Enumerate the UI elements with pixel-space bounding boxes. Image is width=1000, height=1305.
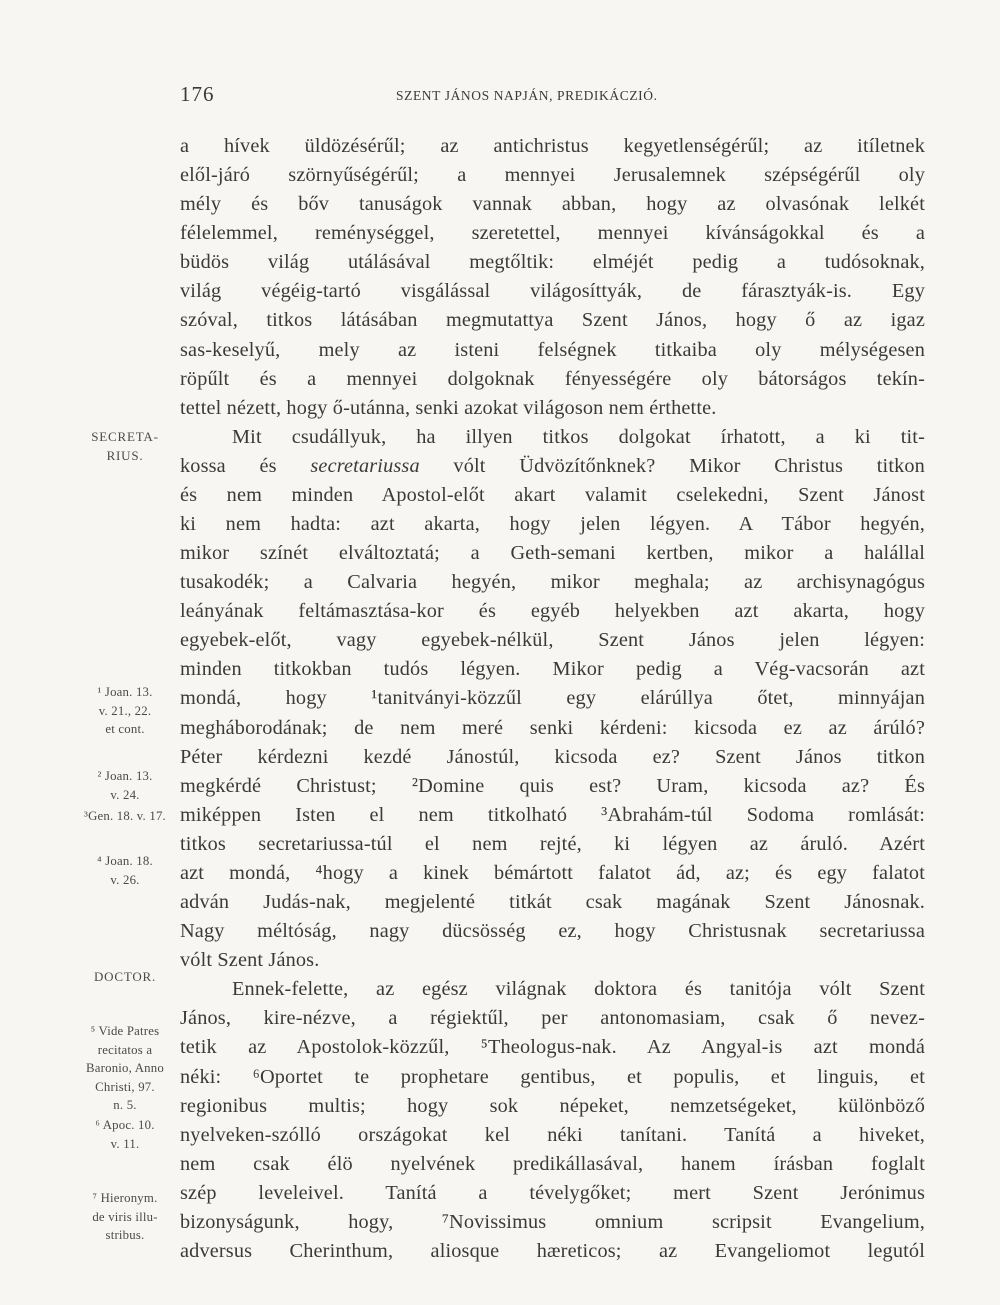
note-line: RIUS. <box>106 447 144 463</box>
marginal-heading-secretarius <box>66 428 184 465</box>
text-line: elől-járó szörnyűségérűl; a mennyei Jerusalemnek szépségérűl oly <box>180 164 925 187</box>
note-line: ⁴ Joan. 18. <box>97 854 153 868</box>
note-line: ⁷ Hieronym. <box>92 1191 158 1205</box>
text-line: leányának feltámasztása-kor és egyéb helyekben azt akarta, hogy <box>180 600 925 623</box>
note-line: Baronio, Anno <box>86 1061 164 1075</box>
note-line: de viris illu- <box>92 1209 158 1224</box>
text-line: tetik az Apostolok-közzűl, ⁵Theologus-nak. Az Angyal-is azt mondá <box>180 1036 925 1059</box>
text-line: adván Judás-nak, megjelenté titkát csak magának Szent Jánosnak. <box>180 891 925 914</box>
note-line: ³Gen. 18. v. 17. <box>84 809 166 823</box>
text-line: Péter kérdezni kezdé Jánostúl, kicsoda ez? Szent János titkon <box>180 745 925 768</box>
text-line: miképpen Isten el nem titkolható ³Abrahám-túl Sodoma romlását: <box>180 803 925 826</box>
text-line: azt mondá, ⁴hogy a kinek bémártott falatot ád, az; és egy falatot <box>180 861 925 884</box>
text-line: világ végéig-tartó visgálással világosíttyák, de fárasztyák-is. Egy <box>180 280 925 303</box>
text-line: megháborodának; de nem meré senki kérdeni: kicsoda ez az árúló? <box>180 716 925 739</box>
note-line: ⁵ Vide Patres <box>90 1024 160 1038</box>
note-line: SECRETA- <box>91 429 159 444</box>
text-line: mikor színét elváltoztatá; a Geth-semani kertben, mikor a halállal <box>180 542 925 565</box>
note-line: ¹ Joan. 13. <box>97 685 153 699</box>
text-line: ki nem hadta: azt akarta, hogy jelen légyen. A Tábor hegyén, <box>180 513 925 536</box>
text-line: a hívek üldözésérűl; az antichristus kegyetlenségérűl; az itíletnek <box>180 135 925 157</box>
note-line: v. 24. <box>110 787 140 802</box>
italic-term: secretariussa <box>310 454 420 477</box>
text-line: röpűlt és a mennyei dolgoknak fényességére oly bátorságos tekín- <box>180 367 925 390</box>
text-line: szép leveleivel. Tanítá a tévelygőket; mert Szent Jerónimus <box>180 1181 925 1204</box>
footnote-3 <box>66 807 184 826</box>
text-line: tusakodék; a Calvaria hegyén, mikor meghala; az archisynagógus <box>180 571 925 594</box>
footnote-2 <box>66 767 184 804</box>
text-segment: kossa és <box>180 454 311 477</box>
text-line: büdös világ utálásával megtőltik: elméjét pedig a tudósoknak, <box>180 251 925 274</box>
note-line: v. 11. <box>110 1136 140 1151</box>
text-line: néki: ⁶Oportet te prophetare gentibus, et populis, et linguis, et <box>180 1065 925 1088</box>
note-line: v. 26. <box>110 872 140 887</box>
text-line: sas-keselyű, mely az isteni felségnek titkaiba oly mélységesen <box>180 338 925 361</box>
text-line: és nem minden Apostol-előt akart valamit cselekedni, Szent Jánost <box>180 483 925 506</box>
text-segment: vólt Üdvözítőnknek? Mikor Christus titkon <box>419 454 925 477</box>
text-line: bizonyságunk, hogy, ⁷Novissimus omnium scripsit Evangelium, <box>180 1210 925 1233</box>
text-line: egyebek-előt, vagy egyebek-nélkül, Szent János jelen légyen: <box>180 629 925 652</box>
note-line: DOCTOR. <box>93 969 157 984</box>
note-line: n. 5. <box>113 1098 137 1112</box>
note-line: recitatos a <box>97 1042 153 1057</box>
note-line: ⁶ Apoc. 10. <box>95 1118 155 1132</box>
text-line: adversus Cherinthum, aliosque hæreticos; az Evangeliomot legutól <box>180 1239 925 1262</box>
footnote-1 <box>66 683 184 739</box>
note-line: stribus. <box>105 1228 145 1242</box>
text-line: vólt Szent János. <box>180 949 320 972</box>
text-line: titkos secretariussa-túl el nem rejté, ki légyen az áruló. Azért <box>180 832 925 855</box>
text-line: regionibus multis; hogy sok népeket, nemzetségeket, különböző <box>180 1094 925 1117</box>
text-line <box>180 452 925 481</box>
footnote-6 <box>66 1116 184 1153</box>
page-number: 176 <box>180 82 215 106</box>
note-line: v. 21., 22. <box>98 703 152 718</box>
footnote-7 <box>66 1189 184 1245</box>
text-line: minden titkokban tudós légyen. Mikor pedig a Vég-vacsorán azt <box>180 658 925 681</box>
page-header <box>0 82 1000 112</box>
text-line: mély és bőv tanuságok vannak abban, hogy az olvasónak lelkét <box>180 193 925 216</box>
note-line: Christi, 97. <box>95 1079 155 1094</box>
text-line: János, kire-nézve, a régiektűl, per antonomasiam, csak ő nevez- <box>180 1007 925 1030</box>
text-line: félelemmel, reménységgel, szeretettel, mennyei kívánságokkal és a <box>180 222 925 245</box>
text-line: Ennek-felette, az egész világnak doktora és tanitója vólt Szent <box>232 978 925 1001</box>
running-title: SZENT JÁNOS NAPJÁN, PREDIKÁCZIÓ. <box>396 88 658 103</box>
text-line: megkérdé Christust; ²Domine quis est? Uram, kicsoda az? És <box>180 774 925 797</box>
note-line: et cont. <box>105 722 145 736</box>
footnote-5 <box>66 1022 184 1115</box>
text-line: Nagy méltóság, nagy dücsösség ez, hogy Christusnak secretariussa <box>180 920 925 943</box>
note-line: ² Joan. 13. <box>97 769 153 783</box>
footnote-4 <box>66 852 184 889</box>
marginal-heading-doctor <box>66 968 184 987</box>
text-line: szóval, titkos látásában megmutattya Szent János, hogy ő az igaz <box>180 309 925 332</box>
text-line: tettel nézett, hogy ő-utánna, senki azokat világoson nem érthette. <box>180 396 717 419</box>
text-line: nyelveken-szólló országokat kel néki tanítani. Tanítá a hiveket, <box>180 1123 925 1146</box>
text-line: nem csak élö nyelvének predikállasával, hanem írásban foglalt <box>180 1152 925 1175</box>
text-line: Mit csudállyuk, ha illyen titkos dolgokat írhatott, a ki tit- <box>232 425 925 448</box>
body-text <box>180 132 925 1266</box>
text-line: mondá, hogy ¹tanitványi-közzűl egy elárúllya őtet, minnyájan <box>180 687 925 710</box>
